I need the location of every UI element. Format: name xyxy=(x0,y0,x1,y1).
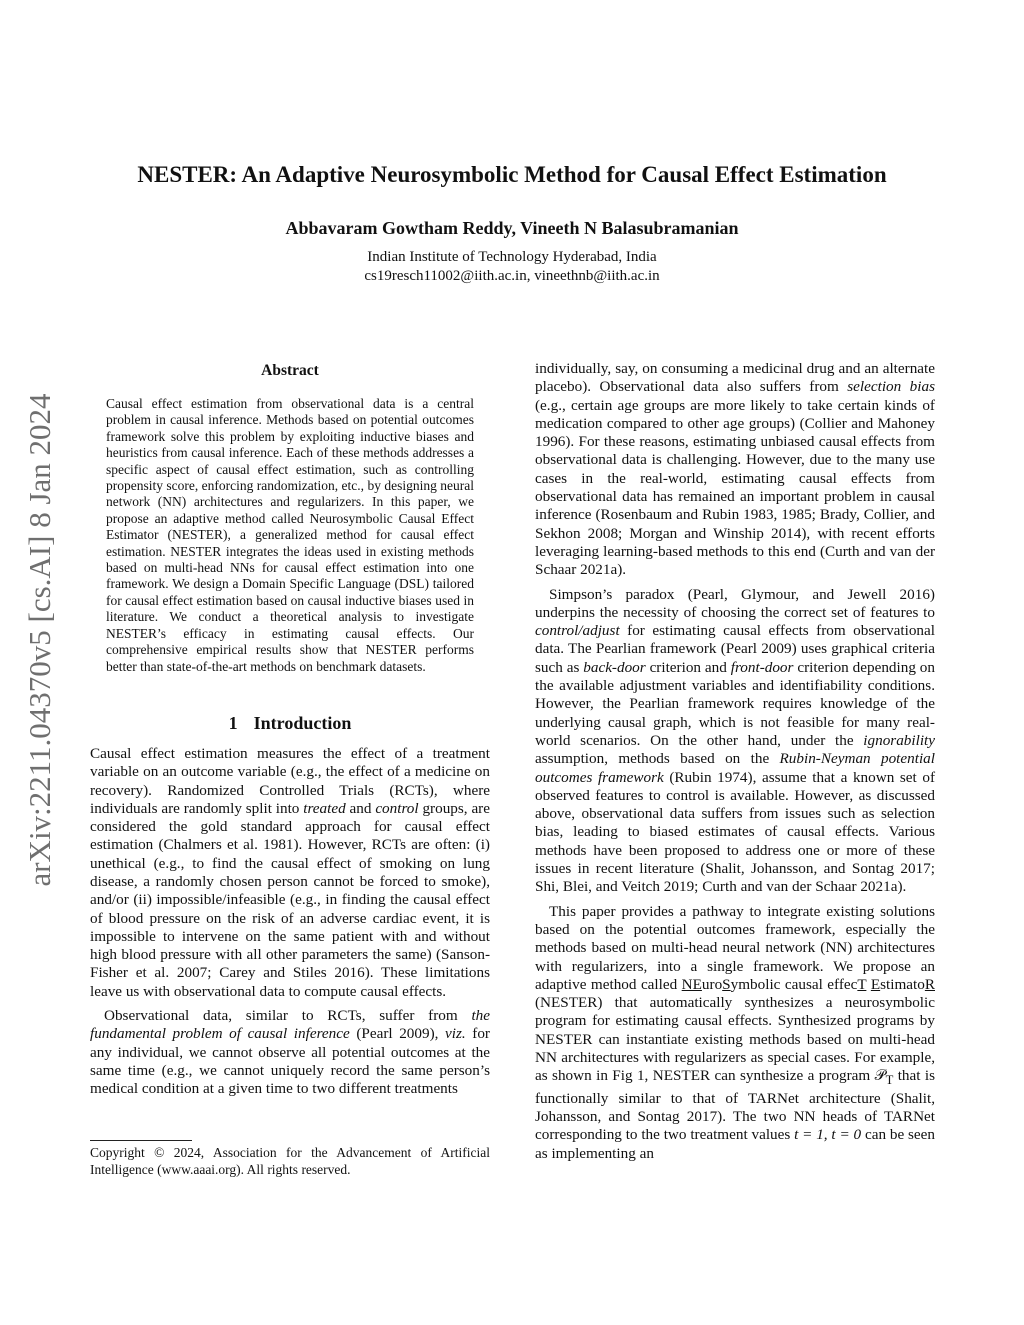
text-run: (Rubin 1974), assume that a known set of observed features to control is available. However, as discussed above, observational data suffers from issues such as selection bias, leading to biased estimates of causal effects. Various methods have been proposed to address one or more of these issues in recent literature (Shalit, Johansson, and Sontag 2017; Shi, Blei, and Veitch 2019; Curth and van der Schaar 2021a). xyxy=(535,768,935,896)
acronym-letter: E xyxy=(870,975,881,993)
intro-paragraph-4 xyxy=(535,903,935,1163)
authors: Abbavaram Gowtham Reddy, Vineeth N Balasubramanian xyxy=(285,218,739,238)
footnote-rule xyxy=(90,1140,192,1141)
text-run: Observational data, similar to RCTs, suffer from xyxy=(104,1007,472,1025)
emphasis: control/adjust xyxy=(535,622,620,640)
text-run: (e.g., certain age groups are more likely to take certain kinds of medication compared to other age groups) (Collier and Mahoney 1996). For these reasons, estimating unbiased causal effects from observational data is challenging. However, due to the many use cases in the real-world, estimating causal effects from observational data has remained an important problem in causal inference (Rosenbaum and Rubin 1983, 1985; Brady, Collier, and Sekhon 2008; Morgan and Winship 2014), with recent efforts leveraging learning-based methods to this end (Curth and van der Schaar 2021a). xyxy=(535,396,935,579)
left-column xyxy=(90,360,490,1105)
text-run: stimato xyxy=(880,975,925,993)
acronym-letter: T xyxy=(857,975,867,993)
section-title: Introduction xyxy=(253,712,352,733)
intro-paragraph-1 xyxy=(90,745,490,1001)
text-run: ymbolic causal effec xyxy=(730,975,858,993)
text-run: (NESTER) that automatically synthesizes a neurosymbolic program for estimating causal effects. Synthesized programs by NESTER can instantiate existing methods based on multi-head NN architectures with regularizers as special cases. For example, as shown in Fig 1, NESTER can synthesize a program xyxy=(535,994,935,1085)
emphasis: treated xyxy=(303,799,346,817)
text-run: Causal effect estimation measures the effect of a treatment variable on an outcome variable (e.g., the effect of a medicine on recovery). Randomized Controlled Trials (RCTs), where individuals are randomly split into xyxy=(90,744,490,817)
text-run: assumption, methods based on the xyxy=(535,750,780,768)
emphasis: viz. xyxy=(445,1025,466,1043)
text-run: for estimating causal effects from observational data. The Pearlian framework (Pearl 2009) uses graphical criteria such as xyxy=(535,622,935,676)
intro-paragraph-2 xyxy=(90,1007,490,1098)
math-inline: t = 1, t = 0 xyxy=(794,1126,862,1144)
intro-paragraph-3 xyxy=(535,586,935,897)
text-run: individually, say, on consuming a medicinal drug and an alternate placebo). Observational data also suffers from xyxy=(535,360,935,396)
math-symbol: 𝒫 xyxy=(874,1067,886,1085)
acronym-letter: S xyxy=(722,975,731,993)
copyright-footnote: Copyright © 2024, Association for the Advancement of Artificial Intelligence (www.aaai.org). All rights reserved. xyxy=(90,1145,490,1177)
affiliation-block xyxy=(90,248,934,286)
text-run: that is functionally similar to that of TARNet architecture (Shalit, Johansson, and Sontag 2017). The two NN heads of TARNet corresponding to the two treatment values xyxy=(535,1067,936,1144)
math-subscript: T xyxy=(885,1073,894,1088)
emphasis: the fundamental problem of causal inference xyxy=(90,1007,490,1043)
section-number: 1 xyxy=(228,712,238,733)
emphasis: front-door xyxy=(730,658,794,676)
author-emails: cs19resch11002@iith.ac.in, vineethnb@iith.ac.in xyxy=(364,268,660,284)
text-run: uro xyxy=(701,975,723,993)
math-program-symbol xyxy=(874,1067,894,1088)
abstract-heading: Abstract xyxy=(261,362,319,379)
intro-paragraph-2-continued xyxy=(535,360,935,580)
emphasis: Rubin-Neyman potential outcomes framework xyxy=(535,750,935,786)
text-run: criterion and xyxy=(645,658,731,676)
text-run: This paper provides a pathway to integrate existing solutions based on the potential outcomes framework, especially the methods based on multi-head neural network (NN) architectures with regularizers, into a single framework. We propose an adaptive method called xyxy=(535,902,935,993)
acronym-letter: NE xyxy=(681,975,702,993)
arxiv-identifier: arXiv:2211.04370v5 [cs.AI] 8 Jan 2024 xyxy=(22,393,57,887)
emphasis: selection bias xyxy=(847,378,936,396)
section-heading-introduction xyxy=(90,711,490,735)
affiliation: Indian Institute of Technology Hyderabad, India xyxy=(367,249,657,265)
abstract-text: Causal effect estimation from observational data is a central problem in causal inference. Methods based on potential outcomes framework solve this problem by exploiting inductive biases and heuristics from causal inference. Each of these methods addresses a specific aspect of causal effect estimation, such as controlling propensity score, enforcing randomization, etc., by designing neural network (NN) architectures and regularizers. In this paper, we propose an adaptive method called Neurosymbolic Causal Effect Estimator (NESTER), a generalized method for causal effect estimation. NESTER integrates the ideas used in existing methods based on multi-head NNs for causal effect estimation into one framework. We design a Domain Specific Language (DSL) tailored for causal effect estimation based on causal inductive biases used in literature. We conduct a theoretical analysis to investigate NESTER’s efficacy in estimating causal effects. Our comprehensive empirical results show that NESTER performs better than state-of-the-art methods on benchmark datasets. xyxy=(106,396,474,674)
emphasis: ignorability xyxy=(863,731,935,749)
text-run: (Pearl 2009), xyxy=(349,1025,446,1043)
paper-title: NESTER: An Adaptive Neurosymbolic Method for Causal Effect Estimation xyxy=(137,162,887,187)
acronym-letter: R xyxy=(924,975,935,993)
text-run: Simpson’s paradox (Pearl, Glymour, and Jewell 2016) underpins the necessity of choosing the correct set of features to xyxy=(535,585,935,621)
right-column xyxy=(535,360,935,1169)
text-run: criterion depending on the available adjustment variables and identifiability conditions. However, the Pearlian framework requires knowledge of the underlying causal graph, which is not feasible for many real-world scenarios. On the other hand, under the xyxy=(535,658,935,749)
text-run: can be seen as implementing an xyxy=(535,1126,935,1162)
text-run: for any individual, we cannot observe all potential outcomes at the same time (e.g., we cannot uniquely record the same person’s medical condition at a given time to two different treatments xyxy=(90,1025,490,1098)
emphasis: back-door xyxy=(583,658,646,676)
text-run: and xyxy=(345,799,376,817)
text-run: groups, are considered the gold standard approach for causal effect estimation (Chalmers et al. 1981). However, RCTs are often: (i) unethical (e.g., to find the causal effect of smoking on lung disease, a randomly chosen person cannot be forced to smoke), and/or (ii) impossible/infeasible (e.g., in finding the causal effect of blood pressure on the risk of an adverse cardiac event, it is impossible to intervene on the same patient with and without high blood pressure with all other parameters the same) (Sanson-Fisher et al. 2007; Carey and Stiles 2016). These limitations leave us with observational data to compute causal effects. xyxy=(90,799,490,1000)
emphasis: control xyxy=(375,799,419,817)
